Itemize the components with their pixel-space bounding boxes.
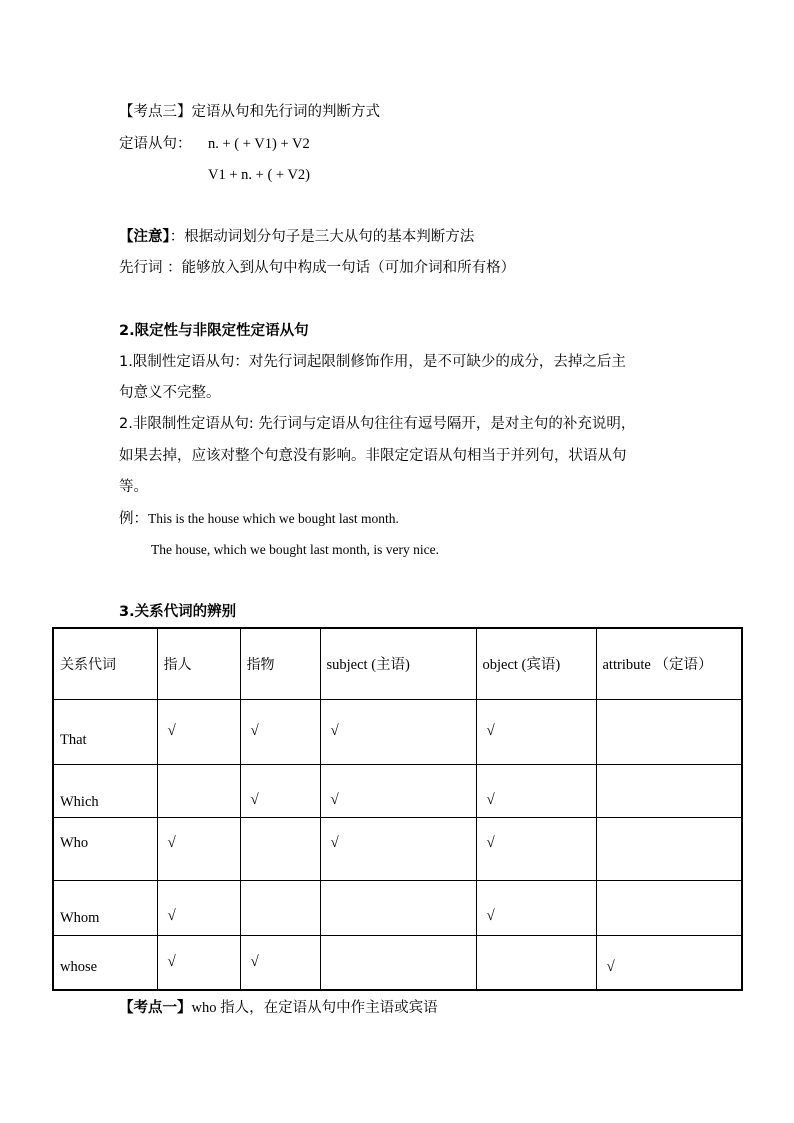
section1-line bbox=[119, 998, 438, 1018]
table-cell: √ bbox=[320, 764, 476, 817]
para1-line2: 句意义不完整。 bbox=[119, 385, 221, 401]
para2-line3: 等。 bbox=[119, 479, 148, 495]
example-sentence-2: The house, which we bought last month, is very nice. bbox=[151, 542, 439, 557]
section1-who: who bbox=[191, 1000, 221, 1016]
table-header-cell: 指人 bbox=[157, 628, 240, 699]
table-row bbox=[53, 935, 742, 990]
table-cell: √ bbox=[240, 935, 320, 990]
section3-title bbox=[119, 102, 380, 122]
table-cell: √ bbox=[157, 880, 240, 935]
table-cell-word: Whom bbox=[53, 880, 157, 935]
example-line-1 bbox=[119, 509, 399, 529]
note-label: 【注意】 bbox=[119, 229, 170, 245]
table-header-cell: attribute （定语） bbox=[596, 628, 742, 699]
table-cell bbox=[157, 764, 240, 817]
table-cell: √ bbox=[320, 817, 476, 880]
table-cell: √ bbox=[320, 699, 476, 764]
example-sentence-1: This is the house which we bought last month. bbox=[148, 511, 399, 526]
formula-1: n. + ( + V1) + V2 bbox=[208, 136, 310, 152]
example-label: 例： bbox=[119, 511, 148, 527]
table-cell bbox=[476, 935, 596, 990]
table-row bbox=[53, 880, 742, 935]
formula-2: V1 + n. + ( + V2) bbox=[208, 167, 310, 183]
para2-line1: 2.非限制性定语从句: 先行词与定语从句往往有逗号隔开，是对主句的补充说明， bbox=[119, 416, 636, 432]
table-row bbox=[53, 817, 742, 880]
section3-title-text: 【考点三】定语从句和先行词的判断方式 bbox=[119, 104, 380, 120]
relative-pronoun-table bbox=[52, 627, 743, 991]
table-cell bbox=[596, 880, 742, 935]
table-cell-word: whose bbox=[53, 935, 157, 990]
table-cell bbox=[320, 880, 476, 935]
table-cell: √ bbox=[476, 880, 596, 935]
note-line bbox=[119, 227, 474, 247]
note-text: ：根据动词划分句子是三大从句的基本判断方法 bbox=[169, 229, 475, 245]
table-header-cell: subject (主语) bbox=[320, 628, 476, 699]
table-cell bbox=[240, 880, 320, 935]
table-cell: √ bbox=[157, 699, 240, 764]
heading-2: 2.限定性与非限定性定语从句 bbox=[119, 323, 309, 339]
formula-line-1 bbox=[119, 134, 192, 154]
antecedent-text: ：能够放入到从句中构成一句话（可加介词和所有格） bbox=[167, 260, 516, 276]
antecedent-label: 先行词 bbox=[119, 260, 168, 276]
table-header-cell: 关系代词 bbox=[53, 628, 157, 699]
table-row bbox=[53, 764, 742, 817]
para2-line2: 如果去掉，应该对整个句意没有影响。非限定定语从句相当于并列句，状语从句 bbox=[119, 448, 627, 464]
section1-label: 【考点一】 bbox=[119, 1000, 192, 1016]
table-cell-word: Who bbox=[53, 817, 157, 880]
table-cell: √ bbox=[157, 935, 240, 990]
table-cell-word: Which bbox=[53, 764, 157, 817]
section1-text: 指人，在定语从句中作主语或宾语 bbox=[220, 1000, 438, 1016]
table-cell bbox=[240, 817, 320, 880]
table-cell bbox=[596, 699, 742, 764]
table-cell-word: That bbox=[53, 699, 157, 764]
table-cell: √ bbox=[596, 935, 742, 990]
table-cell bbox=[596, 764, 742, 817]
antecedent-line bbox=[119, 258, 515, 278]
heading-3: 3.关系代词的辨别 bbox=[119, 604, 237, 620]
table-cell bbox=[596, 817, 742, 880]
formula-label: 定语从句： bbox=[119, 136, 192, 152]
table-cell: √ bbox=[476, 699, 596, 764]
table-header-cell: 指物 bbox=[240, 628, 320, 699]
para1-line1: 1.限制性定语从句：对先行词起限制修饰作用，是不可缺少的成分，去掉之后主 bbox=[119, 354, 626, 370]
table-cell: √ bbox=[157, 817, 240, 880]
table-cell bbox=[320, 935, 476, 990]
table-cell: √ bbox=[476, 817, 596, 880]
table-cell: √ bbox=[240, 699, 320, 764]
table-cell: √ bbox=[240, 764, 320, 817]
table-cell: √ bbox=[476, 764, 596, 817]
table-header-row bbox=[53, 628, 742, 699]
table-row bbox=[53, 699, 742, 764]
table-header-cell: object (宾语) bbox=[476, 628, 596, 699]
